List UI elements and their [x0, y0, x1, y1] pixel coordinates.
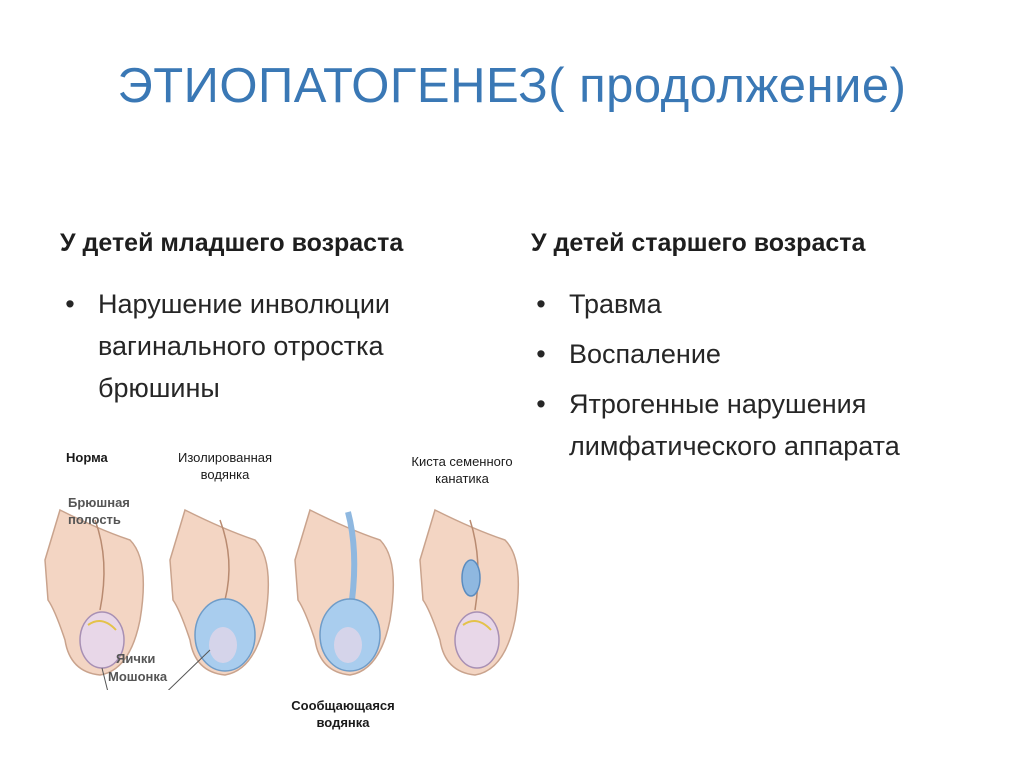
- figure-cyst: [420, 510, 518, 675]
- page-title: ЭТИОПАТОГЕНЕЗ( продолжение): [117, 59, 907, 113]
- figure-communicating: [295, 510, 393, 675]
- list-item: [60, 283, 480, 409]
- label-cyst: Киста семенного канатика: [411, 454, 513, 486]
- right-column-heading: У детей старшего возраста: [531, 229, 866, 257]
- bullet-icon: •: [536, 289, 546, 319]
- label-abdominal: Брюшная полость: [68, 495, 130, 527]
- bullet-icon: •: [536, 339, 546, 369]
- list-item-text: Ятрогенные нарушения лимфатического аппарата: [569, 389, 900, 461]
- anatomy-drawing: [40, 500, 540, 690]
- list-item-text: Воспаление: [569, 339, 721, 369]
- left-column-heading: У детей младшего возраста: [60, 229, 404, 257]
- label-isolated: Изолированная водянка: [177, 450, 273, 482]
- label-communicating: Сообщающаяся водянка: [291, 698, 395, 730]
- list-item: [531, 333, 1001, 375]
- bullet-icon: •: [536, 389, 546, 419]
- list-item: [531, 283, 1001, 325]
- anatomy-illustration: [40, 440, 540, 750]
- label-scrotum: Мошонка: [108, 669, 168, 684]
- figure-isolated: [170, 510, 268, 675]
- list-item-text: Травма: [569, 289, 662, 319]
- label-testes: Яички: [116, 651, 156, 666]
- list-item: [531, 383, 1001, 467]
- bullet-icon: •: [65, 289, 75, 319]
- left-bullet-list: [60, 283, 480, 417]
- list-item-text: Нарушение инволюции вагинального отростка брюшины: [98, 289, 391, 403]
- right-bullet-list: [531, 283, 1001, 475]
- label-norm: Норма: [66, 450, 108, 465]
